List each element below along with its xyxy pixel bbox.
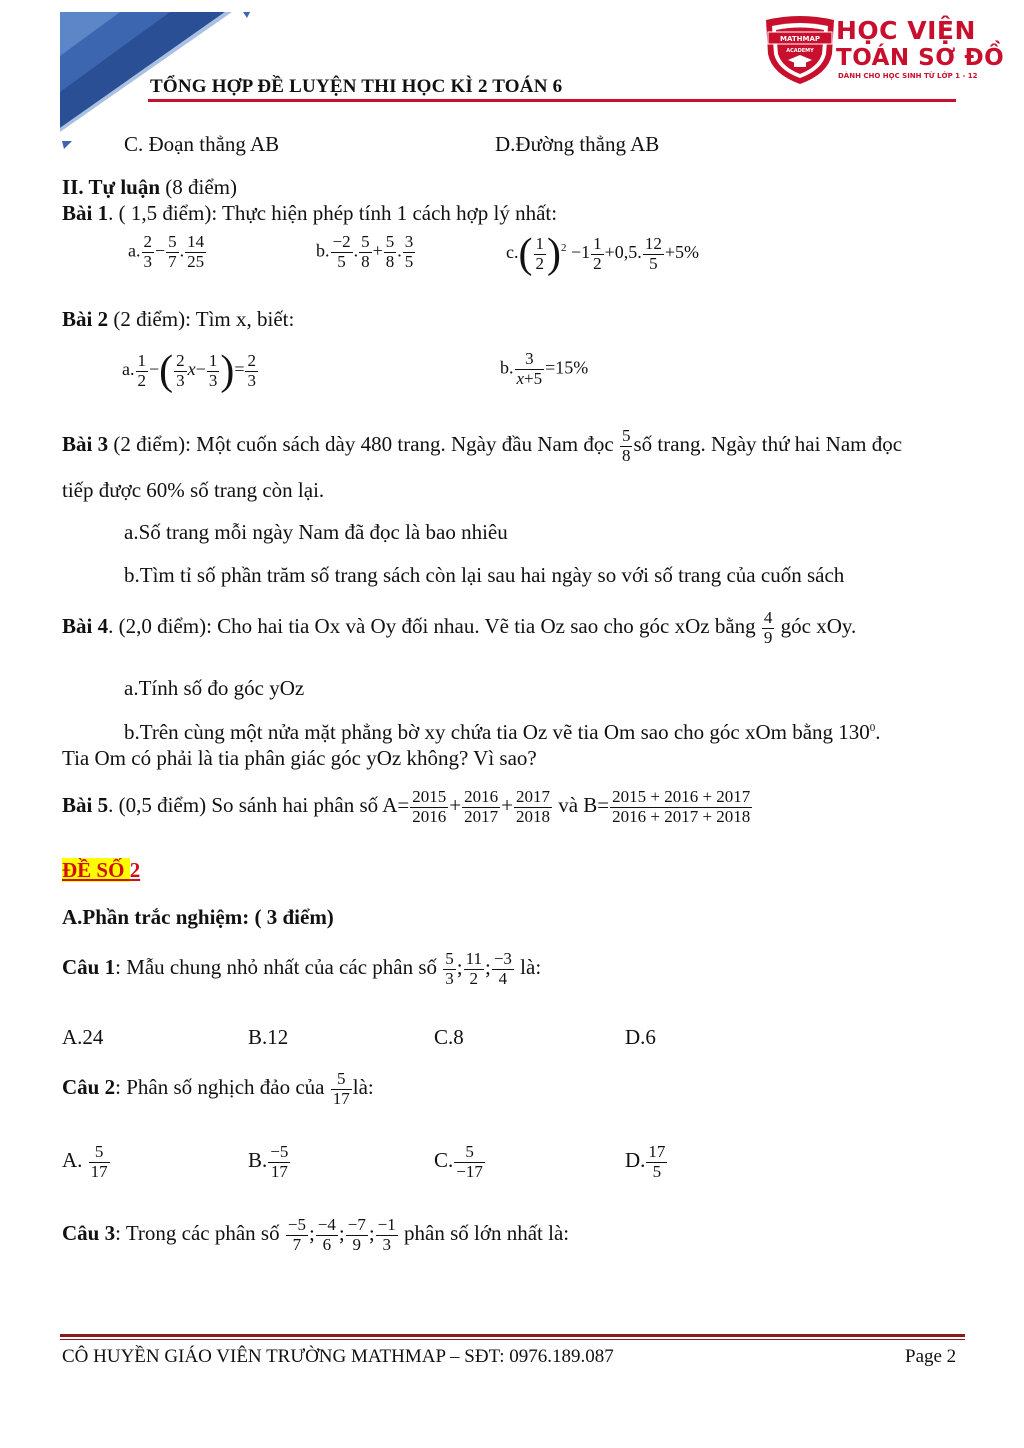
bai4-part-a: a.Tính số đo góc yOz	[124, 676, 305, 700]
bai1-heading: Bài 1. ( 1,5 điểm): Thực hiện phép tính 1 cách hợp lý nhất:	[62, 201, 558, 225]
cau1-option-d: D.6	[625, 1025, 656, 1049]
de-so-heading: ĐỀ SỐ 2	[62, 858, 141, 882]
part2-heading: II. Tự luận (8 điểm)	[62, 175, 238, 199]
cau2-option-d: D. $\frac{17}{5}$	[625, 1142, 666, 1181]
brand-name-line1: HỌC VIỆN	[836, 16, 976, 45]
bai1-part-c: c.( $\frac{1}{2}$ )$^2$ −1 $\frac{1}{2}$ +0,5. $\frac{12}{5}$ +5%	[506, 231, 699, 277]
bai2-part-a: a. $\frac{1}{2}$ −( $\frac{2}{3}$ x− $\frac{1}{3}$ )= $\frac{2}{3}$	[122, 348, 256, 394]
brand-name-line2: TOÁN SƠ ĐỒ	[836, 45, 1005, 71]
cau2-option-a: A. $\frac{5}{17}$	[62, 1142, 108, 1181]
footer-rule-thin	[60, 1339, 965, 1340]
bai4-part-b-line1: b.Trên cùng một nửa mặt phẳng bờ xy chứa tia Oz vẽ tia Om sao cho góc xOm bằng $130^0$.	[124, 720, 881, 744]
cau3-question: Câu 3: Trong các phân số $\frac{-5}{7}$ ; $\frac{-4}{6}$ ; $\frac{-7}{9}$ ; $\frac{-1}{3}$ phân số lớn nhất là:	[62, 1215, 570, 1254]
academy-shield-logo	[760, 14, 840, 86]
prev-option-d: D.Đường thẳng AB	[495, 132, 660, 156]
logo-badge-bottom: ACADEMY	[786, 48, 814, 54]
cau2-option-b: B. $\frac{-5}{17}$	[248, 1142, 289, 1181]
footer-rule	[60, 1334, 965, 1337]
bai3-line2: tiếp được 60% số trang còn lại.	[62, 478, 325, 502]
cau1-question: Câu 1: Mẫu chung nhỏ nhất của các phân số $\frac{5}{3}$ ; $\frac{11}{2}$ ; $\frac{-3}{4}$ là:	[62, 949, 542, 988]
bai3-part-a: a.Số trang mỗi ngày Nam đã đọc là bao nhiêu	[124, 520, 508, 544]
brand-tagline: DÀNH CHO HỌC SINH TỪ LỚP 1 - 12	[838, 72, 978, 80]
bai2-heading: Bài 2 (2 điểm): Tìm x, biết:	[62, 307, 295, 331]
bai2-part-b: b. $\frac{3}{x+5}$ =15%	[500, 349, 589, 388]
bai4-part-b-line2: Tia Om có phải là tia phân giác góc yOz không? Vì sao?	[62, 746, 537, 770]
bai1-part-b: b. $\frac{-2}{5}$ . $\frac{5}{8}$ + $\frac{5}{8}$ . $\frac{3}{5}$	[316, 232, 414, 271]
header-title: TỔNG HỢP ĐỀ LUYỆN THI HỌC KÌ 2 TOÁN 6	[150, 76, 563, 97]
bai5-line: Bài 5. (0,5 điểm) So sánh hai phân số A= $\frac{2015}{2016}$ + $\frac{2016}{2017}$ + $\frac{2017}{2018}$ và B= $\frac{2015 + 2016 + 2017}{2016 + 2017 + 2018}$	[62, 787, 751, 826]
cau1-option-b: B.12	[248, 1025, 289, 1049]
cau2-question: Câu 2: Phân số nghịch đảo của $\frac{5}{17}$ là:	[62, 1069, 374, 1108]
bai3-line1: Bài 3 (2 điểm): Một cuốn sách dày 480 trang. Ngày đầu Nam đọc $\frac{5}{8}$ số trang. Ngày thứ hai Nam đọc	[62, 426, 903, 465]
bai3-part-b: b.Tìm tỉ số phần trăm số trang sách còn lại sau hai ngày so với số trang của cuốn sách	[124, 563, 845, 587]
cau2-option-c: C. $\frac{5}{-17}$	[434, 1142, 483, 1181]
prev-option-c: C. Đoạn thẳng AB	[124, 132, 280, 156]
bai4-heading: Bài 4. (2,0 điểm): Cho hai tia Ox và Oy đối nhau. Vẽ tia Oz sao cho góc xOz bằng $\frac{4}{9}$ góc xOy.	[62, 608, 857, 647]
footer-teacher: CÔ HUYỀN GIÁO VIÊN TRƯỜNG MATHMAP – SĐT: 0976.189.087	[62, 1346, 614, 1367]
header-rule	[148, 99, 956, 102]
cau1-option-c: C.8	[434, 1025, 464, 1049]
logo-badge-top: MATHMAP	[780, 35, 820, 43]
cau1-option-a: A.24	[62, 1025, 104, 1049]
page-number: Page 2	[905, 1346, 957, 1367]
bai1-part-a: a. $\frac{2}{3}$ − $\frac{5}{7}$ . $\frac{14}{25}$	[128, 232, 205, 271]
partA-heading: A.Phần trắc nghiệm: ( 3 điểm)	[62, 905, 334, 929]
